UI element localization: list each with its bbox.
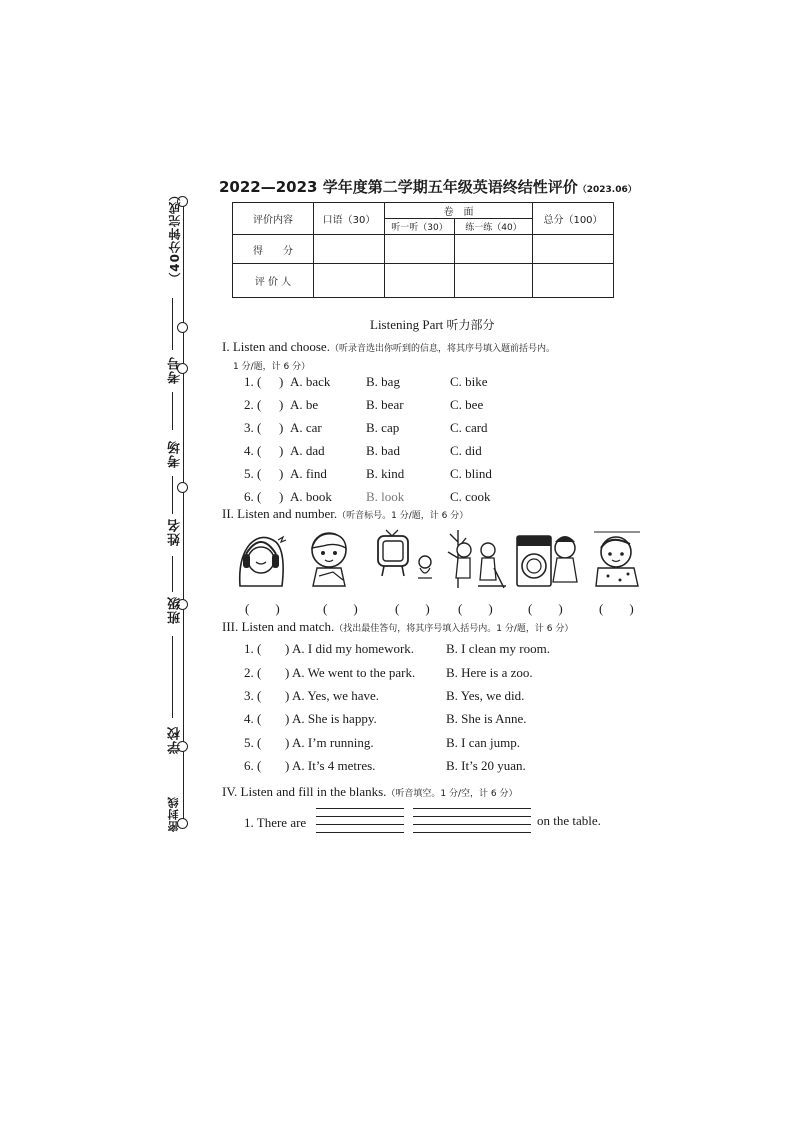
blank-guide-line [316,832,404,833]
answer-bracket[interactable]: ) [285,641,290,656]
grader-cell[interactable] [455,264,533,298]
section2-heading: II. Listen and number. [222,506,338,521]
item-number: 6. ( [244,758,262,773]
answer-bracket[interactable]: ) [279,466,284,481]
header-practice: 练一练（40） [455,219,533,235]
item-number: 3. ( [244,420,262,435]
answer-bracket[interactable]: ) [285,688,290,703]
page-title [219,176,637,197]
option-a: A. be [290,397,319,412]
option-b: B. bear [366,397,404,412]
answer-bracket[interactable]: ) [279,397,284,412]
item-number: 2. ( [244,397,262,412]
seal-line-label: 密封线 [167,796,180,832]
section3-title [222,619,573,635]
option-b: B. Here is a zoo. [446,665,533,680]
part-title-en: Listening Part [370,317,444,332]
option-b: B. I can jump. [446,735,521,750]
number-bracket[interactable]: ( ) [323,601,358,616]
id-blank[interactable] [172,298,173,350]
score-cell[interactable] [455,235,533,264]
tv-and-baby-picture [374,528,436,590]
section1-note: （听录音选出你听到的信息，将其序号填入题前括号内。 [329,344,555,354]
option-b: B. She is Anne. [446,711,527,726]
item-number: 5. ( [244,466,262,481]
washing-machine-picture [515,528,581,590]
header-paper: 卷 面 [385,203,533,219]
section4-heading: IV. Listen and fill in the blanks. [222,784,387,799]
name-blank[interactable] [172,476,173,514]
score-table [232,202,614,298]
score-cell[interactable] [533,235,614,264]
option-c: C. cook [450,489,491,504]
item-number: 2. ( [244,665,262,680]
blank-guide-line [413,808,531,809]
header-content: 评价内容 [233,203,314,235]
field-school: 学校 [168,726,183,754]
option-a: A. I’m running. [292,735,374,750]
title-text: 2022—2023 学年度第二学期五年级英语终结性评价 [219,178,578,196]
section3-heading: III. Listen and match. [222,619,335,634]
option-b: B. look [366,489,405,504]
title-date: （2023.06） [577,185,637,195]
option-b: B. bad [366,443,400,458]
section1-note2 [233,357,310,373]
section2-title [222,506,468,522]
section4-title [222,784,517,800]
row-score-label: 得 分 [233,235,314,264]
item-number: 5. ( [244,735,262,750]
fill-question-end: on the table. [537,813,601,828]
children-planting-tree-picture [444,528,510,592]
number-bracket[interactable]: ( ) [599,601,634,616]
number-bracket[interactable]: ( ) [458,601,493,616]
answer-bracket[interactable]: ) [285,758,290,773]
school-blank[interactable] [172,636,173,718]
number-bracket[interactable]: ( ) [395,601,430,616]
fill-question-start: 1. There are [244,815,307,830]
score-cell[interactable] [314,235,385,264]
option-a: A. car [290,420,322,435]
option-b: B. cap [366,420,400,435]
header-listen: 听一听（30） [385,219,455,235]
answer-bracket[interactable]: ) [285,735,290,750]
option-a: A. It’s 4 metres. [292,758,376,773]
option-b: B. I clean my room. [446,641,550,656]
blank-guide-line [316,808,404,809]
section1-points: 1 分/题，计 6 分） [233,362,311,372]
answer-blank[interactable] [316,824,404,825]
section1-heading: I. Listen and choose. [222,339,330,354]
answer-bracket[interactable]: ) [279,443,284,458]
number-bracket[interactable]: ( ) [245,601,280,616]
option-b: B. It’s 20 yuan. [446,758,526,773]
item-number: 1. ( [244,641,262,656]
score-cell[interactable] [385,235,455,264]
option-b: B. Yes, we did. [446,688,525,703]
answer-blank[interactable] [413,824,531,825]
grader-cell[interactable] [385,264,455,298]
blank-guide-line [413,832,531,833]
section4-note: （听音填空。1 分/空，计 6 分） [386,789,518,799]
option-c: C. did [450,443,482,458]
item-number: 4. ( [244,711,262,726]
answer-bracket[interactable]: ) [285,711,290,726]
section3-note: （找出最佳答句，将其序号填入括号内。1 分/题，计 6 分） [334,624,574,634]
option-a: A. back [290,374,331,389]
field-class: 班级 [168,596,183,624]
option-c: C. bee [450,397,484,412]
option-c: C. blind [450,466,492,481]
option-a: A. We went to the park. [292,665,416,680]
class-blank[interactable] [172,556,173,592]
item-number: 4. ( [244,443,262,458]
girl-combing-hair-picture [590,528,644,590]
girl-singing-picture [303,528,359,590]
field-exam-room: 考场 [168,440,183,468]
header-total: 总分（100） [533,203,614,235]
answer-bracket[interactable]: ) [279,420,284,435]
binding-hole [177,482,188,493]
answer-bracket[interactable]: ) [279,489,284,504]
option-a: A. find [290,466,327,481]
option-c: C. card [450,420,488,435]
room-blank[interactable] [172,392,173,430]
time-note: （40分钟完成） [168,188,182,285]
answer-bracket[interactable]: ) [285,665,290,680]
part-title-zh: 听力部分 [446,318,495,332]
binding-hole [177,322,188,333]
grader-cell[interactable] [533,264,614,298]
row-grader-label: 评 价 人 [233,264,314,298]
item-number: 1. ( [244,374,262,389]
item-number: 3. ( [244,688,262,703]
section2-note: （听音标号。1 分/题，计 6 分） [337,511,469,521]
blank-guide-line [413,816,531,817]
option-c: C. bike [450,374,488,389]
option-b: B. kind [366,466,405,481]
item-number: 6. ( [244,489,262,504]
header-oral: 口语（30） [314,203,385,235]
option-a: A. Yes, we have. [292,688,380,703]
field-exam-number: 考号 [168,356,183,384]
section1-title [222,339,555,355]
field-name: 姓名 [168,518,183,546]
option-a: A. book [290,489,332,504]
part-title [370,316,495,333]
option-a: A. I did my homework. [292,641,415,656]
option-a: A. dad [290,443,325,458]
answer-bracket[interactable]: ) [279,374,284,389]
grader-cell[interactable] [314,264,385,298]
blank-guide-line [316,816,404,817]
listening-girl-headphones-picture [232,528,292,592]
option-b: B. bag [366,374,400,389]
number-bracket[interactable]: ( ) [528,601,563,616]
option-a: A. She is happy. [292,711,377,726]
